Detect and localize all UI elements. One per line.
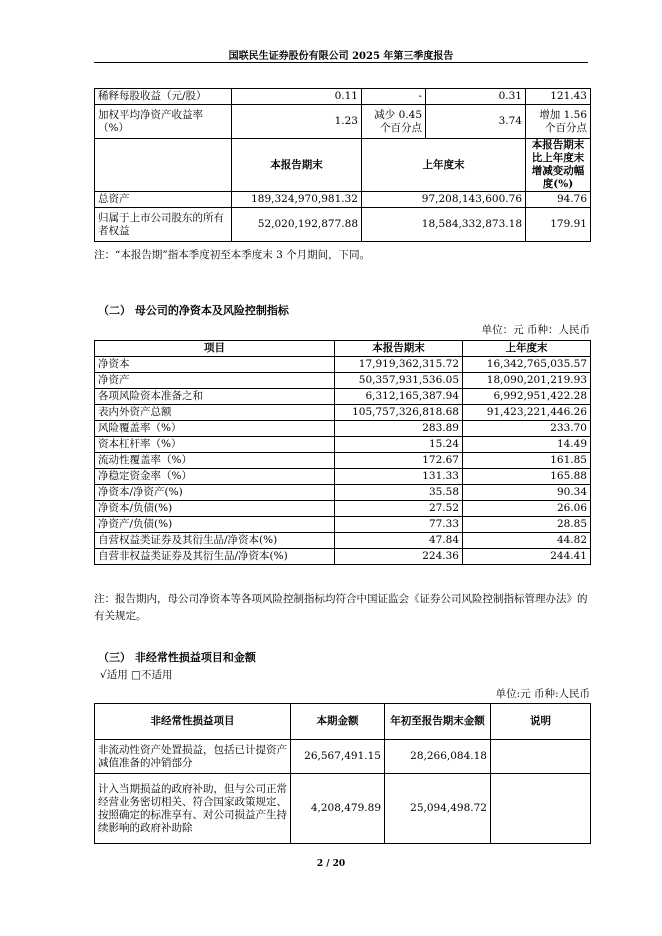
row-label: 总资产 (95, 192, 232, 208)
table-row (95, 453, 591, 469)
cell-value: 97,208,143,600.76 (362, 192, 526, 208)
cell-value: 3.74 (426, 105, 526, 139)
col-header: 本期金额 (291, 704, 385, 740)
empty-cell (95, 139, 232, 192)
cell-value: 52,020,192,877.88 (232, 208, 362, 242)
row-label: 计入当期损益的政府补助，但与公司正常经营业务密切相关、符合国家政策规定、按照确定的标准享有、对公司损益产生持续影响的政府补助除 (95, 774, 291, 844)
cell-value: 105,757,326,818.68 (335, 405, 463, 421)
cell-value: 28,266,084.18 (385, 740, 491, 774)
col-header: 上年度末 (362, 139, 526, 192)
cell-value: 17,919,362,315.72 (335, 357, 463, 373)
table-row (95, 89, 591, 105)
row-label: 自营非权益类证券及其衍生品/净资本(%) (95, 549, 335, 565)
cell-value: 27.52 (335, 501, 463, 517)
cell-value: 283.89 (335, 421, 463, 437)
row-label: 归属于上市公司股东的所有者权益 (95, 208, 232, 242)
row-label: 净资本/负债(%) (95, 501, 335, 517)
table-header-row (95, 139, 591, 192)
cell-value: 16,342,765,035.57 (463, 357, 591, 373)
cell-value: 90.34 (463, 485, 591, 501)
cell-value: 0.31 (426, 89, 526, 105)
cell-value: - (362, 89, 426, 105)
row-label: 流动性覆盖率（%） (95, 453, 335, 469)
table-row (95, 389, 591, 405)
table-row (95, 357, 591, 373)
cell-value: 121.43 (526, 89, 591, 105)
cell-value: 35.58 (335, 485, 463, 501)
cell-value: 4,208,479.89 (291, 774, 385, 844)
cell-value: 172.67 (335, 453, 463, 469)
table-row (95, 501, 591, 517)
row-label: 净稳定资金率（%） (95, 469, 335, 485)
cell-value: 14.49 (463, 437, 591, 453)
cell-value: 增加 1.56 个百分点 (526, 105, 591, 139)
unit-label: 单位：元 币种：人民币 (481, 324, 590, 336)
table-row (95, 774, 591, 844)
cell-value: 18,090,201,219.93 (463, 373, 591, 389)
table-row (95, 208, 591, 242)
table-header-row (95, 341, 591, 357)
table-row (95, 192, 591, 208)
col-header: 本报告期末比上年度末增减变动幅度(%) (526, 139, 591, 192)
cell-value: 15.24 (335, 437, 463, 453)
cell-value (491, 740, 591, 774)
cell-value: 179.91 (526, 208, 591, 242)
cell-value: 减少 0.45 个百分点 (362, 105, 426, 139)
cell-value: 26,567,491.15 (291, 740, 385, 774)
cell-value: 77.33 (335, 517, 463, 533)
row-label: 非流动性资产处置损益，包括已计提资产减值准备的冲销部分 (95, 740, 291, 774)
row-label: 资本杠杆率（%） (95, 437, 335, 453)
section-title: （三） 非经常性损益项目和金额 (98, 651, 256, 664)
table-header-row (95, 704, 591, 740)
row-label: 净资产/负债(%) (95, 517, 335, 533)
cell-value: 131.33 (335, 469, 463, 485)
cell-value: 50,357,931,536.05 (335, 373, 463, 389)
row-label: 自营权益类证券及其衍生品/净资本(%) (95, 533, 335, 549)
col-header: 说明 (491, 704, 591, 740)
cell-value: 0.11 (232, 89, 362, 105)
table-row (95, 485, 591, 501)
cell-value: 1.23 (232, 105, 362, 139)
row-label: 稀释每股收益（元/股） (95, 89, 232, 105)
page-header: 国联民生证券股份有限公司 2025 年第三季度报告 (228, 51, 454, 62)
table-row (95, 469, 591, 485)
table-row (95, 549, 591, 565)
table-row (95, 533, 591, 549)
col-header: 上年度末 (463, 341, 591, 357)
cell-value: 94.76 (526, 192, 591, 208)
table1-note: 注：“本报告期”指本季度初至本季度末 3 个月期间，下同。 (94, 249, 371, 261)
col-header: 非经常性损益项目 (95, 704, 291, 740)
row-label: 净资本/净资产(%) (95, 485, 335, 501)
cell-value: 44.82 (463, 533, 591, 549)
cell-value: 244.41 (463, 549, 591, 565)
table-row (95, 437, 591, 453)
section-title: （二） 母公司的净资本及风险控制指标 (98, 304, 289, 317)
header-divider (94, 62, 588, 63)
applicable-checkbox[interactable]: √适用 □不适用 (100, 669, 173, 681)
cell-value: 224.36 (335, 549, 463, 565)
page-number: 2 / 20 (316, 859, 346, 869)
row-label: 各项风险资本准备之和 (95, 389, 335, 405)
cell-value: 28.85 (463, 517, 591, 533)
cell-value: 233.70 (463, 421, 591, 437)
row-label: 净资产 (95, 373, 335, 389)
col-header: 年初至报告期末金额 (385, 704, 491, 740)
cell-value: 6,312,165,387.94 (335, 389, 463, 405)
cell-value: 189,324,970,981.32 (232, 192, 362, 208)
cell-value: 165.88 (463, 469, 591, 485)
cell-value: 47.84 (335, 533, 463, 549)
table-row (95, 517, 591, 533)
row-label: 加权平均净资产收益率（%） (95, 105, 232, 139)
table-row (95, 421, 591, 437)
col-header: 本报告期末 (335, 341, 463, 357)
non-recurring-table (94, 703, 591, 844)
cell-value: 18,584,332,873.18 (362, 208, 526, 242)
table-row (95, 105, 591, 139)
cell-value: 26.06 (463, 501, 591, 517)
cell-value: 161.85 (463, 453, 591, 469)
cell-value: 25,094,498.72 (385, 774, 491, 844)
col-header: 本报告期末 (232, 139, 362, 192)
table-row (95, 740, 591, 774)
row-label: 风险覆盖率（%） (95, 421, 335, 437)
table-row (95, 373, 591, 389)
cell-value: 6,992,951,422.28 (463, 389, 591, 405)
row-label: 净资本 (95, 357, 335, 373)
financial-indicators-table (94, 88, 591, 242)
table-row (95, 405, 591, 421)
section2-note: 注：报告期内，母公司净资本等各项风险控制指标均符合中国证监会《证券公司风险控制指标管理办法》的有关规定。 (94, 593, 588, 622)
unit-label: 单位:元 币种:人民币 (495, 688, 590, 700)
net-capital-table (94, 340, 591, 565)
cell-value: 91,423,221,446.26 (463, 405, 591, 421)
cell-value (491, 774, 591, 844)
row-label: 表内外资产总额 (95, 405, 335, 421)
col-header: 项目 (95, 341, 335, 357)
